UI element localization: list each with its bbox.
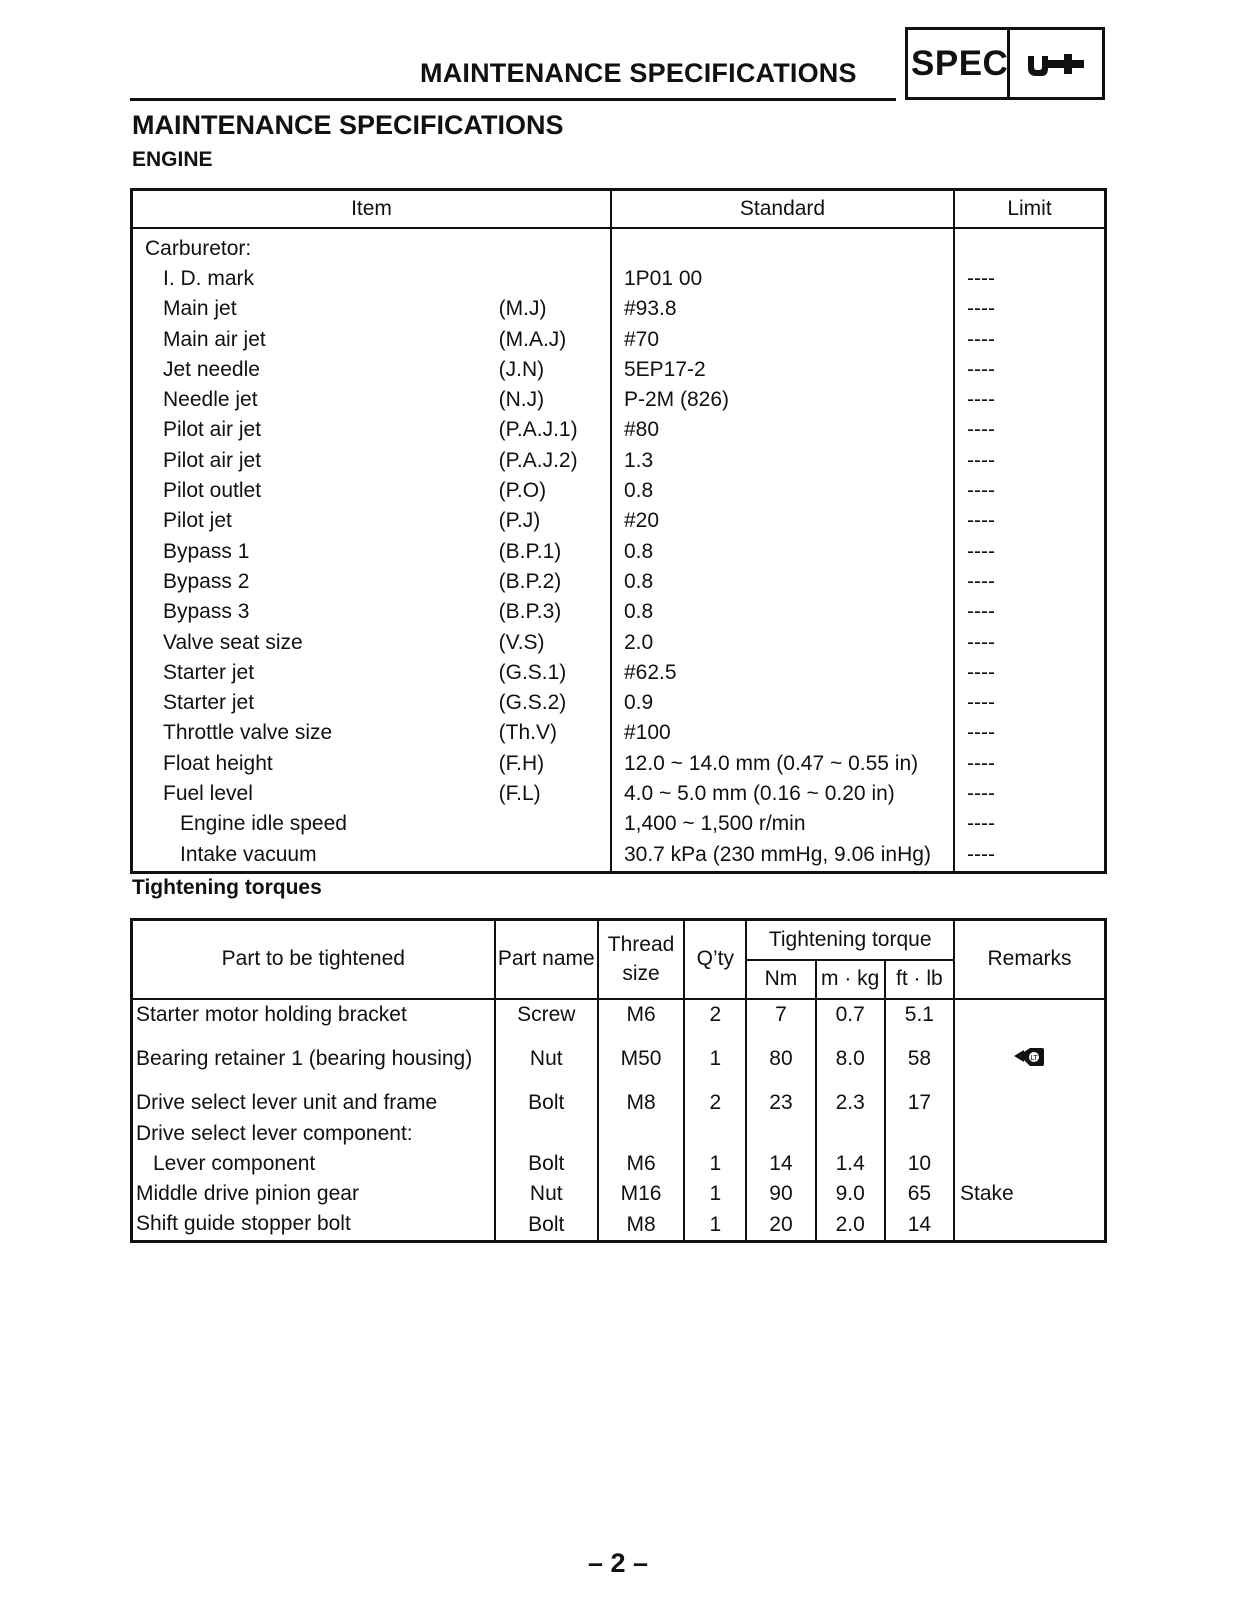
remarks-cell: [954, 1088, 1106, 1118]
ftlb-cell: [885, 1119, 954, 1149]
standard-cell: 0.9: [611, 687, 954, 717]
table-row: [132, 748, 1106, 778]
thread-cell: [598, 1119, 684, 1149]
thread-cell: M8: [598, 1209, 684, 1241]
col-header-ftlb: ft · lb: [885, 960, 954, 999]
limit-cell: ----: [954, 778, 1105, 808]
nm-cell: 7: [746, 999, 815, 1030]
limit-cell: ----: [954, 415, 1105, 445]
nm-cell: 90: [746, 1179, 815, 1209]
section-title: MAINTENANCE SPECIFICATIONS: [132, 110, 564, 140]
standard-cell: #20: [611, 506, 954, 536]
limit-cell: ----: [954, 748, 1105, 778]
limit-cell: [954, 228, 1105, 263]
part-cell: Bearing retainer 1 (bearing housing): [136, 1047, 473, 1071]
item-cell: Pilot air jet: [163, 418, 262, 442]
item-cell: Starter jet: [163, 660, 255, 684]
table-row: [132, 627, 1106, 657]
limit-cell: ----: [954, 354, 1105, 384]
ftlb-cell: 65: [885, 1179, 954, 1209]
ftlb-cell: 5.1: [885, 999, 954, 1030]
limit-cell: ----: [954, 536, 1105, 566]
qty-cell: [684, 1119, 746, 1149]
qty-cell: 1: [684, 1209, 746, 1241]
col-header-remarks: Remarks: [954, 920, 1106, 1000]
nm-cell: 23: [746, 1088, 815, 1118]
engine-spec-table: [130, 188, 1107, 874]
item-cell: Intake vacuum: [180, 842, 317, 866]
item-cell: Needle jet: [163, 388, 258, 412]
table-row: [132, 294, 1106, 324]
limit-cell: ----: [954, 475, 1105, 505]
limit-cell: ----: [954, 718, 1105, 748]
code-cell: (V.S): [498, 630, 545, 654]
mkg-cell: 2.0: [816, 1209, 885, 1241]
item-cell: Main jet: [163, 297, 237, 321]
standard-cell: #100: [611, 718, 954, 748]
code-cell: (P.O): [498, 479, 547, 503]
item-cell: Pilot outlet: [163, 479, 262, 503]
table-row: [132, 718, 1106, 748]
limit-cell: ----: [954, 809, 1105, 839]
table-row: [132, 1179, 1106, 1209]
table-row: [132, 415, 1106, 445]
page-number: – 2 –: [587, 1548, 649, 1578]
table-row: [132, 1119, 1106, 1149]
standard-cell: 0.8: [611, 536, 954, 566]
part-cell: Lever component: [153, 1151, 316, 1175]
item-cell: Float height: [163, 751, 273, 775]
mkg-cell: 0.7: [816, 999, 885, 1030]
col-header-part: Part to be tightened: [132, 920, 495, 1000]
col-header-thread: Thread size: [598, 920, 684, 1000]
wrench-caliper-icon: [1010, 30, 1102, 97]
ftlb-cell: 58: [885, 1030, 954, 1088]
mkg-cell: 2.3: [816, 1088, 885, 1118]
item-cell: Main air jet: [163, 327, 266, 351]
remarks-cell: [954, 1149, 1106, 1179]
code-cell: (F.H): [498, 751, 545, 775]
item-cell: I. D. mark: [163, 266, 255, 290]
item-cell: Pilot jet: [163, 509, 232, 533]
code-cell: (B.P.1): [498, 539, 562, 563]
code-cell: [499, 809, 611, 839]
code-cell: (B.P.3): [498, 600, 562, 624]
thread-cell: M16: [598, 1179, 684, 1209]
nm-cell: [746, 1119, 815, 1149]
nm-cell: 14: [746, 1149, 815, 1179]
remarks-cell: [954, 1030, 1106, 1088]
limit-cell: ----: [954, 657, 1105, 687]
col-header-qty: Q’ty: [684, 920, 746, 1000]
limit-cell: ----: [954, 384, 1105, 414]
part-cell: Starter motor holding bracket: [136, 1002, 407, 1026]
standard-cell: 1P01 00: [611, 263, 954, 293]
code-cell: [499, 228, 611, 263]
header-title: MAINTENANCE SPECIFICATIONS: [420, 58, 857, 88]
code-cell: [499, 839, 611, 873]
mkg-cell: 9.0: [816, 1179, 885, 1209]
table-row: [132, 566, 1106, 596]
item-cell: Throttle valve size: [163, 721, 333, 745]
limit-cell: ----: [954, 324, 1105, 354]
item-cell: Pilot air jet: [163, 448, 262, 472]
table-row: [132, 263, 1106, 293]
standard-cell: 1,400 ~ 1,500 r/min: [611, 809, 954, 839]
code-cell: (J.N): [498, 357, 545, 381]
item-cell: Bypass 3: [163, 600, 250, 624]
limit-cell: ----: [954, 506, 1105, 536]
item-cell: Jet needle: [163, 357, 260, 381]
spec-badge-label: SPEC: [908, 30, 1010, 97]
limit-cell: ----: [954, 597, 1105, 627]
table-row: [132, 384, 1106, 414]
standard-cell: 2.0: [611, 627, 954, 657]
table-row: [132, 999, 1106, 1030]
standard-cell: 5EP17-2: [611, 354, 954, 384]
part-name-cell: Nut: [495, 1030, 598, 1088]
limit-cell: ----: [954, 263, 1105, 293]
remarks-cell: [954, 999, 1106, 1030]
table-row: [132, 1088, 1106, 1118]
nm-cell: 80: [746, 1030, 815, 1088]
code-cell: (P.A.J.2): [498, 448, 578, 472]
table-row: [132, 809, 1106, 839]
part-name-cell: Screw: [495, 999, 598, 1030]
table-row: [132, 324, 1106, 354]
item-cell: Valve seat size: [163, 630, 303, 654]
col-header-item: Item: [132, 190, 611, 229]
item-cell: Bypass 1: [163, 539, 250, 563]
part-cell: Shift guide stopper bolt: [136, 1212, 351, 1236]
code-cell: (B.P.2): [498, 569, 562, 593]
table-row: [132, 597, 1106, 627]
part-name-cell: Bolt: [495, 1088, 598, 1118]
table-row: [132, 1209, 1106, 1241]
ftlb-cell: 14: [885, 1209, 954, 1241]
standard-cell: 1.3: [611, 445, 954, 475]
part-cell: Middle drive pinion gear: [136, 1182, 359, 1206]
mkg-cell: 8.0: [816, 1030, 885, 1088]
part-cell: Drive select lever unit and frame: [136, 1091, 438, 1115]
qty-cell: 1: [684, 1030, 746, 1088]
qty-cell: 2: [684, 999, 746, 1030]
table-row: [132, 657, 1106, 687]
item-cell: Fuel level: [163, 781, 253, 805]
table-row: [132, 228, 1106, 263]
standard-cell: 0.8: [611, 597, 954, 627]
table-row: [132, 475, 1106, 505]
table-row: [132, 445, 1106, 475]
limit-cell: ----: [954, 839, 1105, 873]
table-row: [132, 1030, 1106, 1088]
standard-cell: [611, 228, 954, 263]
code-cell: (P.A.J.1): [498, 418, 578, 442]
standard-cell: #70: [611, 324, 954, 354]
col-header-torque: Tightening torque: [746, 920, 954, 961]
standard-cell: 0.8: [611, 475, 954, 505]
standard-cell: 30.7 kPa (230 mmHg, 9.06 inHg): [611, 839, 954, 873]
code-cell: (G.S.2): [498, 691, 567, 715]
remarks-cell: Stake: [954, 1179, 1106, 1209]
standard-cell: #93.8: [611, 294, 954, 324]
part-name-cell: Bolt: [495, 1209, 598, 1241]
table-row: [132, 354, 1106, 384]
col-header-standard: Standard: [611, 190, 954, 229]
table-row: [132, 778, 1106, 808]
limit-cell: ----: [954, 627, 1105, 657]
part-name-cell: Nut: [495, 1179, 598, 1209]
thread-cell: M6: [598, 999, 684, 1030]
torque-table-title: Tightening torques: [132, 876, 322, 899]
table-row: [132, 687, 1106, 717]
nm-cell: 20: [746, 1209, 815, 1241]
remarks-cell: [954, 1209, 1106, 1241]
col-header-part-name: Part name: [495, 920, 598, 1000]
torque-table: [130, 918, 1107, 1243]
spec-badge: [905, 27, 1105, 100]
limit-cell: ----: [954, 445, 1105, 475]
remarks-cell: [954, 1119, 1106, 1149]
table-row: [132, 839, 1106, 873]
standard-cell: 0.8: [611, 566, 954, 596]
standard-cell: 12.0 ~ 14.0 mm (0.47 ~ 0.55 in): [611, 748, 954, 778]
standard-cell: #62.5: [611, 657, 954, 687]
standard-cell: P-2M (826): [611, 384, 954, 414]
limit-cell: ----: [954, 566, 1105, 596]
code-cell: (N.J): [498, 388, 545, 412]
ftlb-cell: 10: [885, 1149, 954, 1179]
thread-cell: M6: [598, 1149, 684, 1179]
qty-cell: 1: [684, 1179, 746, 1209]
left-hand-thread-icon: [1012, 1052, 1046, 1075]
code-cell: [499, 263, 611, 293]
qty-cell: 2: [684, 1088, 746, 1118]
code-cell: (F.L): [498, 781, 541, 805]
code-cell: (P.J): [498, 509, 541, 533]
standard-cell: #80: [611, 415, 954, 445]
part-name-cell: Bolt: [495, 1149, 598, 1179]
table-row: [132, 536, 1106, 566]
code-cell: (M.J): [498, 297, 547, 321]
limit-cell: ----: [954, 294, 1105, 324]
thread-cell: M8: [598, 1088, 684, 1118]
code-cell: (M.A.J): [498, 327, 567, 351]
qty-cell: 1: [684, 1149, 746, 1179]
col-header-limit: Limit: [954, 190, 1105, 229]
col-header-nm: Nm: [746, 960, 815, 999]
mkg-cell: [816, 1119, 885, 1149]
subsection-title: ENGINE: [132, 148, 213, 171]
standard-cell: 4.0 ~ 5.0 mm (0.16 ~ 0.20 in): [611, 778, 954, 808]
limit-cell: ----: [954, 687, 1105, 717]
ftlb-cell: 17: [885, 1088, 954, 1118]
code-cell: (G.S.1): [498, 660, 567, 684]
item-cell: Carburetor:: [145, 236, 252, 260]
item-cell: Bypass 2: [163, 569, 250, 593]
part-cell: Drive select lever component:: [136, 1121, 413, 1145]
col-header-mkg: m · kg: [816, 960, 885, 999]
part-name-cell: [495, 1119, 598, 1149]
item-cell: Starter jet: [163, 691, 255, 715]
header-rule: [130, 98, 896, 101]
item-cell: Engine idle speed: [180, 812, 347, 836]
svg-text:LT: LT: [1030, 1054, 1039, 1063]
code-cell: (Th.V): [498, 721, 557, 745]
thread-cell: M50: [598, 1030, 684, 1088]
table-row: [132, 506, 1106, 536]
table-row: [132, 1149, 1106, 1179]
mkg-cell: 1.4: [816, 1149, 885, 1179]
